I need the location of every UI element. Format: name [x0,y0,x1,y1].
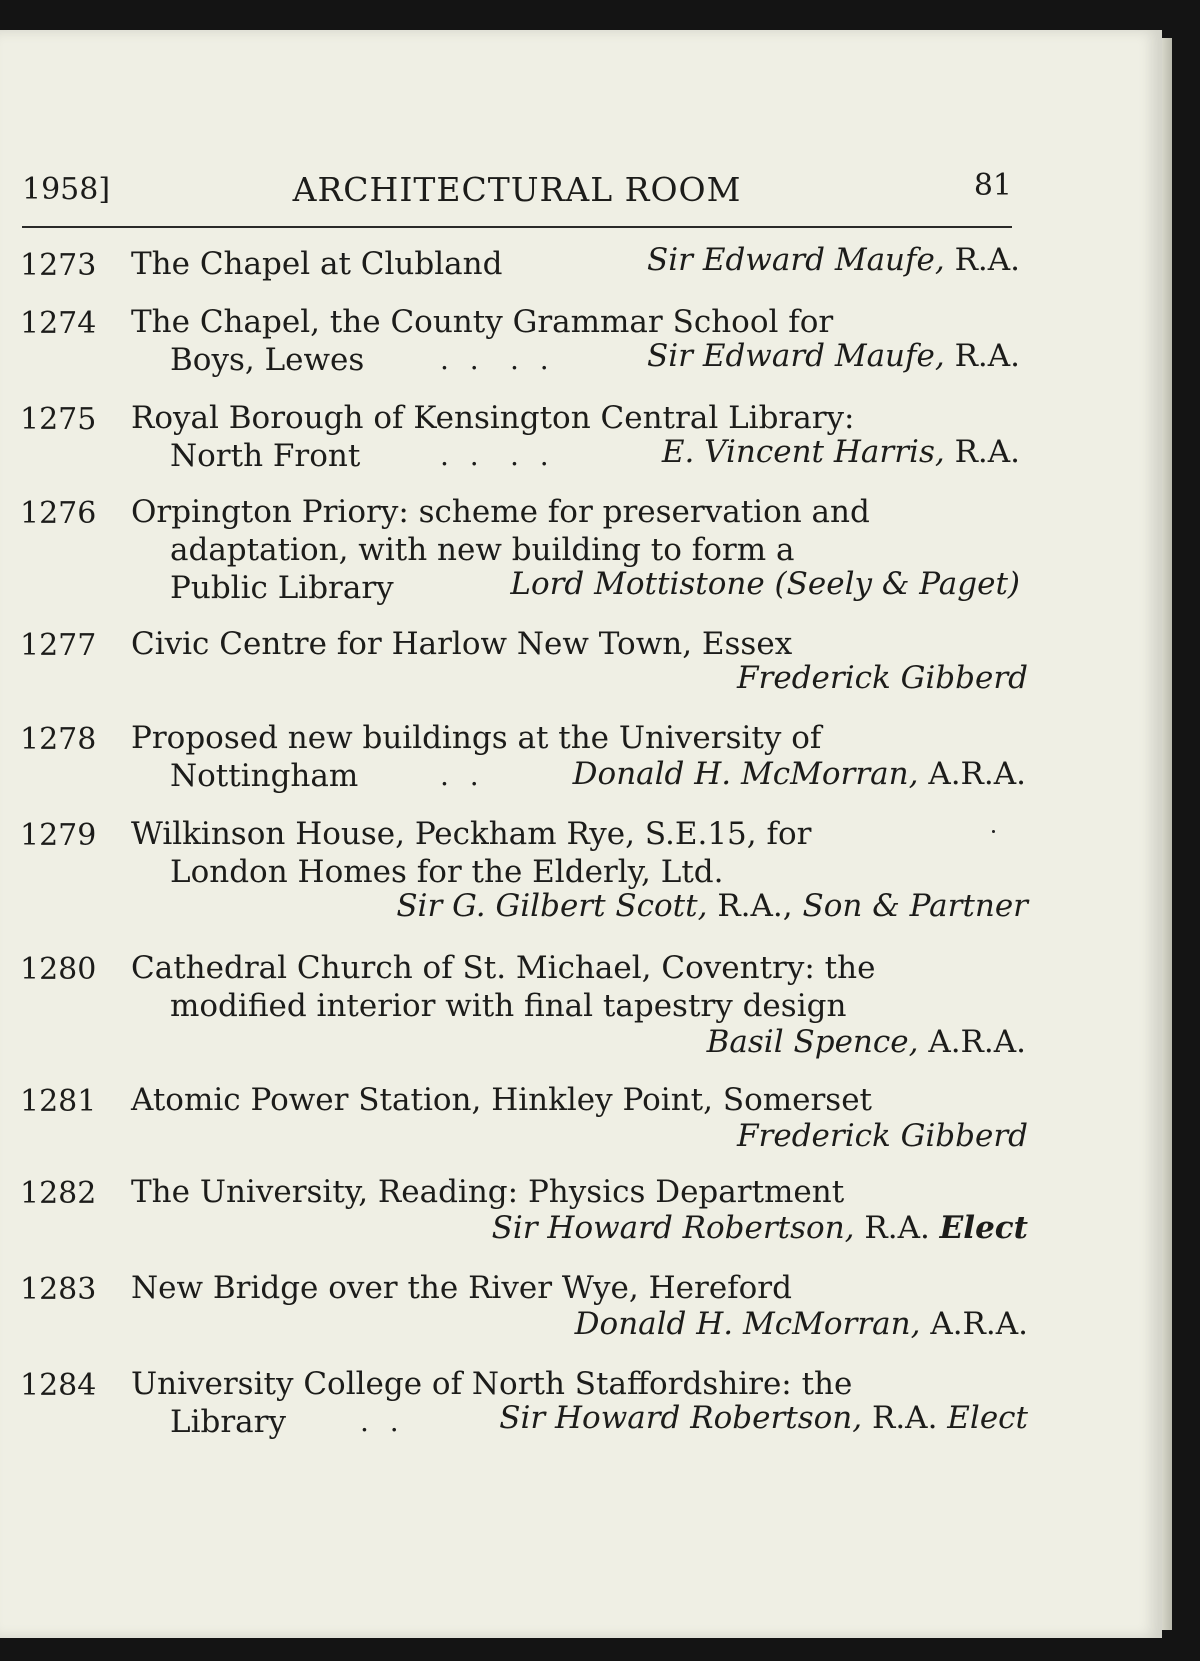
architect-suffix: R.A. [954,338,1020,374]
entry-title-line: Orpington Priory: scheme for preservation and [131,494,870,530]
architect-name: Sir G. Gilbert Scott, [396,888,708,924]
entry-number: 1283 [20,1272,97,1307]
entry-title-line: modified interior with final tapestry design [170,988,847,1024]
entry-title-line: Atomic Power Station, Hinkley Point, Somerset [131,1082,873,1118]
architect-elect: Elect [947,1400,1028,1436]
leader-dots: . . [440,439,485,472]
entry-title-line: London Homes for the Elderly, Ltd. [170,854,724,890]
entry-number: 1280 [20,952,97,987]
architect-suffix: R.A. [871,1400,938,1436]
architect-name: Sir Edward Maufe, [647,338,945,374]
entry-number: 1282 [20,1176,97,1211]
header-title: ARCHITECTURAL ROOM [292,170,742,209]
entry-title-line: Library [170,1404,286,1440]
entry-title-line: Wilkinson House, Peckham Rye, S.E.15, for [131,816,812,852]
architect-suffix: A.R.A. [930,1306,1028,1342]
leader-dots: . . [440,759,485,792]
architect-suffix: R.A. [864,1210,930,1246]
entry-number: 1276 [20,496,97,531]
book-page [0,30,1162,1638]
architect-name: E. Vincent Harris, [661,434,945,470]
entry-number: 1277 [20,628,97,663]
leader-dots: . . [510,343,555,376]
leader-dots: . . [510,439,555,472]
entry-title-line: New Bridge over the River Wye, Hereford [131,1270,792,1306]
entry-architect-line [575,1304,1028,1344]
entry-title-line: The Chapel at Clubland [131,246,503,282]
architect-partner: Son & Partner [802,888,1028,924]
entry-architect-line [573,754,1026,794]
entry-title-line: Royal Borough of Kensington Central Library: [131,400,855,436]
entry-architect-line [499,1398,1028,1438]
entry-number: 1275 [20,402,97,437]
entry-number: 1279 [20,818,97,853]
architect-name: Sir Howard Robertson, [491,1210,855,1246]
entry-title-line: The University, Reading: Physics Department [131,1174,845,1210]
entry-architect-line [662,432,1020,472]
entry-title-line: Cathedral Church of St. Michael, Coventry: the [131,950,876,986]
entry-title-line: Nottingham [170,758,359,794]
entry-number: 1273 [20,248,97,283]
architect-name: Donald H. McMorran, [572,756,919,792]
entry-architect-line [647,336,1020,376]
entry-architect-line [737,1116,1028,1156]
architect-name: Frederick Gibberd [737,1118,1028,1154]
architect-name: Sir Edward Maufe, [647,242,945,278]
entry-title-line: Civic Centre for Harlow New Town, Essex [131,626,793,662]
architect-suffix: A.R.A. [928,756,1026,792]
entry-title-line: adaptation, with new building to form a [170,532,795,568]
leader-dots: . . [360,1405,405,1438]
entry-architect-line [396,886,1028,926]
entry-architect-line [492,1208,1028,1248]
entry-title-line: North Front [170,438,361,474]
architect-elect: Elect [939,1210,1028,1246]
entry-number: 1278 [20,722,97,757]
entry-number: 1274 [20,306,97,341]
architect-suffix: R.A. [954,434,1020,470]
running-header [22,160,1012,210]
architect-name: Lord Mottistone (Seely & Paget) [510,566,1020,602]
entry-architect-line [737,658,1028,698]
architect-name: Basil Spence, [706,1024,919,1060]
header-year: 1958] [22,172,111,207]
header-page-number: 81 [973,168,1012,203]
print-speck [992,830,995,833]
entry-architect-line [647,240,1020,280]
entry-title-line: The Chapel, the County Grammar School for [131,304,834,340]
entry-title-line: Boys, Lewes [170,342,365,378]
entry-title-line: Proposed new buildings at the University of [131,720,822,756]
header-rule [22,226,1012,228]
architect-name: Frederick Gibberd [737,660,1028,696]
page-edge [1162,38,1172,1630]
entry-number: 1284 [20,1368,97,1403]
architect-suffix: A.R.A. [928,1024,1026,1060]
architect-name: Sir Howard Robertson, [499,1400,863,1436]
entry-architect-line [510,564,1020,604]
entry-title-line: Public Library [170,570,394,606]
architect-suffix: R.A. [954,242,1020,278]
leader-dots: . . [440,343,485,376]
entry-number: 1281 [20,1084,97,1119]
architect-suffix: R.A., [717,888,793,924]
entry-title-line: University College of North Staffordshire: the [131,1366,853,1402]
architect-name: Donald H. McMorran, [574,1306,921,1342]
entry-architect-line [707,1022,1026,1062]
